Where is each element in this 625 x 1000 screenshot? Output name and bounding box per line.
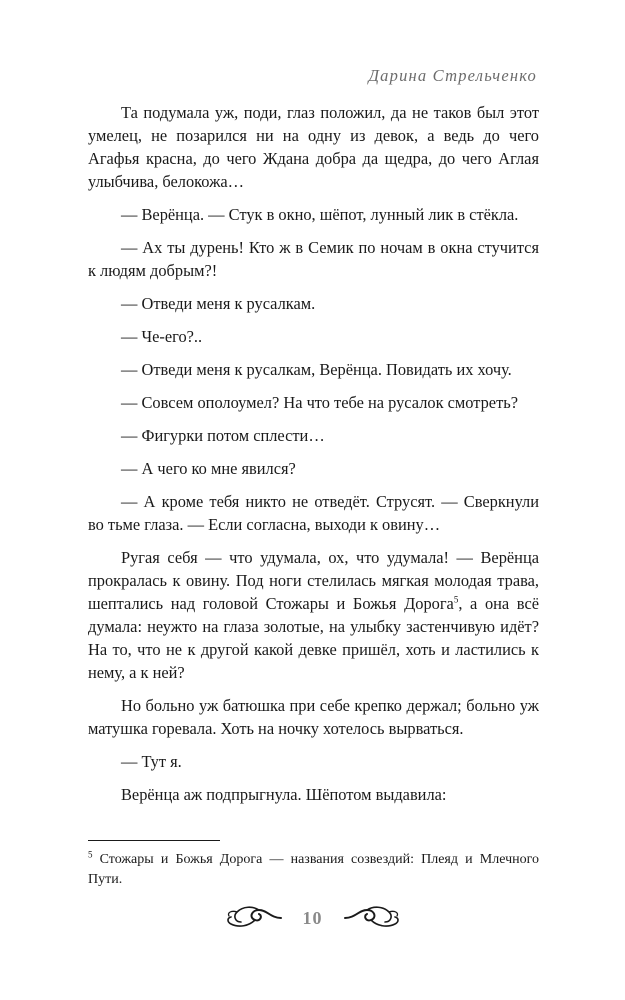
footnote-ref[interactable]: 5 (453, 594, 459, 605)
paragraph: Та подумала уж, поди, глаз положил, да не таков был этот умелец, не позарился ни на одну из девок, а ведь до чего Агафья красна, до чего Ждана добра да щедра, до чего Аглая улыбчива, белокожа… (88, 103, 539, 191)
paragraph: Верёнца аж подпрыгнула. Шёпотом выдавила: (121, 785, 447, 804)
body-text (88, 101, 539, 816)
footnote-text: Стожары и Божья Дорога — названия созвездий: Плеяд и Млечного Пути. (88, 852, 539, 887)
paragraph: — Отведи меня к русалкам, Верёнца. Повидать их хочу. (121, 360, 512, 379)
paragraph: — Фигурки потом сплести… (121, 426, 325, 445)
flourish-ornament-right-icon (341, 904, 403, 932)
paragraph: — Тут я. (121, 752, 182, 771)
running-head: Дарина Стрельченко (368, 66, 537, 85)
footnote (88, 850, 539, 890)
paragraph: — Ах ты дурень! Кто ж в Семик по ночам в окна стучится к людям добрым?! (88, 238, 539, 280)
paragraph: Но больно уж батюшка при себе крепко держал; больно уж матушка горевала. Хоть на ночку хотелось вырваться. (88, 696, 539, 738)
paragraph: — А чего ко мне явился? (121, 459, 296, 478)
paragraph-text: Ругая себя — что удумала, ох, что удумала! — Верёнца прокралась к овину. Под ноги стелилась мягкая молодая трава, шептались над головой Стожары и Божья Дорога (88, 548, 539, 613)
page-number: 10 (302, 907, 323, 928)
paragraph: — Че-его?.. (121, 327, 203, 346)
paragraph: — Отведи меня к русалкам. (121, 294, 316, 313)
footnote-divider (88, 840, 220, 841)
footnote-number: 5 (88, 849, 93, 860)
paragraph: — А кроме тебя никто не отведёт. Струсят. — Сверкнули во тьме глаза. — Если согласна, выходи к овину… (88, 492, 539, 534)
paragraph: — Совсем ополоумел? На что тебе на русалок смотреть? (121, 393, 518, 412)
flourish-ornament-left-icon (223, 904, 285, 932)
folio (0, 904, 625, 932)
paragraph: — Верёнца. — Стук в окно, шёпот, лунный лик в стёкла. (121, 205, 519, 224)
paragraph-text: , а она всё думала: неужто на глаза золотые, на улыбку застенчивую идёт? На то, что не к другой какой девке пришёл, хоть и ластились к нему, а к ней? (88, 594, 540, 682)
paragraph-with-footnote (88, 546, 539, 684)
